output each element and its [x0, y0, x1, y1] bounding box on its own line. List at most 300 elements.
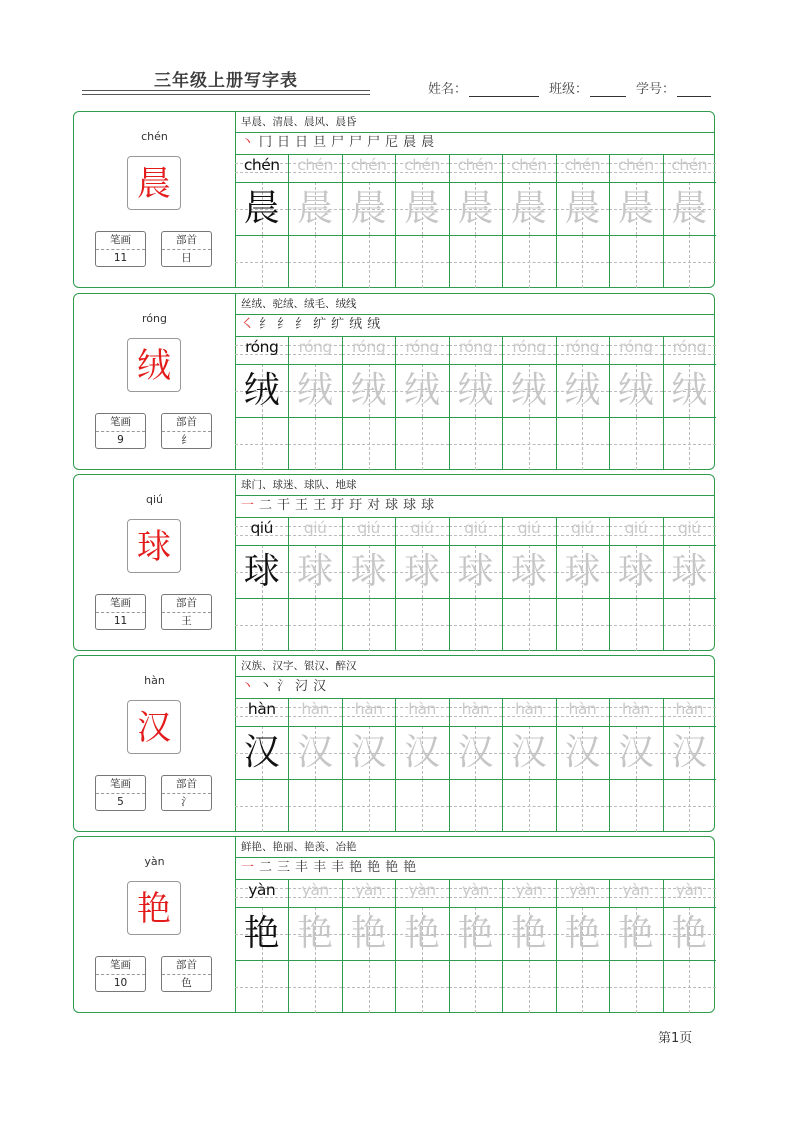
- trace-cell[interactable]: [663, 182, 716, 235]
- character-trace: 球: [617, 551, 654, 592]
- pinyin-model: hàn: [247, 700, 276, 718]
- stroke-order: [235, 132, 714, 155]
- pinyin-cell[interactable]: [395, 154, 448, 182]
- practice-cell[interactable]: [235, 960, 288, 1013]
- practice-cell[interactable]: [288, 235, 341, 288]
- pinyin-cell[interactable]: [556, 879, 609, 907]
- trace-cell[interactable]: [556, 545, 609, 598]
- pinyin-cell[interactable]: [395, 517, 448, 545]
- stroke-step: 丰: [331, 860, 345, 875]
- pinyin-trace: hàn: [408, 700, 436, 718]
- stroke-step: 日: [277, 135, 291, 150]
- trace-cell[interactable]: [288, 907, 341, 960]
- character-trace: 艳: [564, 913, 601, 954]
- stroke-count-label: 笔画: [96, 957, 145, 975]
- radical-label: 部首: [162, 957, 211, 975]
- trace-cell[interactable]: [449, 545, 502, 598]
- stroke-count-box: [95, 956, 146, 992]
- trace-cell[interactable]: [502, 364, 555, 417]
- pinyin-cell[interactable]: [342, 879, 395, 907]
- class-label: 班级：: [549, 82, 589, 97]
- character-trace: 球: [671, 551, 708, 592]
- grid-divider: [235, 779, 716, 780]
- trace-cell[interactable]: [449, 364, 502, 417]
- pinyin-cell[interactable]: [342, 154, 395, 182]
- pinyin-trace: hàn: [354, 700, 383, 718]
- stroke-step: 球: [403, 498, 417, 513]
- trace-cell[interactable]: [502, 545, 555, 598]
- pinyin-trace: róng: [565, 338, 599, 356]
- character-trace: 艳: [617, 913, 654, 954]
- pinyin-cell[interactable]: [609, 336, 662, 364]
- stroke-step: 球: [385, 498, 399, 513]
- character-display: 绒: [127, 338, 181, 392]
- practice-cell[interactable]: [395, 779, 448, 832]
- character-trace: 球: [510, 551, 547, 592]
- example-words: 丝绒、驼绒、绒毛、绒线: [235, 294, 714, 315]
- stroke-count-value: 9: [117, 434, 124, 446]
- practice-panel: [235, 294, 714, 469]
- practice-cell[interactable]: [395, 417, 448, 470]
- character-trace: 汉: [671, 732, 708, 773]
- practice-cell[interactable]: [395, 960, 448, 1013]
- practice-cell[interactable]: [609, 960, 662, 1013]
- grid-divider: [235, 235, 716, 236]
- practice-cell[interactable]: [663, 417, 716, 470]
- character-trace: 晨: [617, 188, 654, 229]
- trace-cell[interactable]: [235, 545, 288, 598]
- pinyin-cell[interactable]: [502, 336, 555, 364]
- pinyin-trace: yàn: [355, 881, 383, 899]
- trace-cell[interactable]: [342, 364, 395, 417]
- practice-cell[interactable]: [502, 417, 555, 470]
- practice-cell[interactable]: [235, 598, 288, 651]
- pinyin-cell[interactable]: [502, 154, 555, 182]
- practice-cell[interactable]: [288, 779, 341, 832]
- character-trace: 艳: [350, 913, 387, 954]
- name-field[interactable]: [428, 78, 539, 97]
- stroke-step: 一: [241, 498, 255, 513]
- example-words: 汉族、汉字、银汉、醉汉: [235, 656, 714, 677]
- example-words: 早晨、清晨、晨风、晨昏: [235, 112, 714, 133]
- practice-cell[interactable]: [663, 779, 716, 832]
- practice-cell[interactable]: [342, 779, 395, 832]
- character-trace: 晨: [297, 188, 334, 229]
- pinyin-cell[interactable]: [235, 517, 288, 545]
- pinyin-model: róng: [245, 338, 279, 356]
- trace-cell[interactable]: [556, 364, 609, 417]
- pinyin-trace: yàn: [675, 881, 703, 899]
- stroke-step: 尸: [349, 135, 363, 150]
- stroke-step: 晨: [403, 135, 417, 150]
- practice-cell[interactable]: [449, 235, 502, 288]
- character-display: 艳: [127, 881, 181, 935]
- example-words: 球门、球迷、球队、地球: [235, 475, 714, 496]
- pinyin-trace: yàn: [301, 881, 329, 899]
- stroke-step: 一: [241, 860, 255, 875]
- trace-cell[interactable]: [288, 182, 341, 235]
- practice-cell[interactable]: [609, 417, 662, 470]
- trace-cell[interactable]: [235, 182, 288, 235]
- pinyin-trace: chén: [564, 156, 601, 174]
- pinyin-trace: hàn: [515, 700, 543, 718]
- name-label: 姓名：: [428, 82, 468, 97]
- grid-divider: [235, 960, 716, 961]
- character-trace: 汉: [457, 732, 494, 773]
- character-info-panel: [74, 294, 236, 469]
- trace-cell[interactable]: [663, 907, 716, 960]
- character-model: 艳: [243, 913, 280, 954]
- grid-divider: [235, 598, 716, 599]
- character-trace: 绒: [564, 370, 601, 411]
- practice-cell[interactable]: [556, 598, 609, 651]
- writing-grid: [235, 698, 716, 831]
- pinyin-trace: róng: [512, 338, 546, 356]
- stroke-count-label: 笔画: [96, 232, 145, 250]
- practice-panel: [235, 656, 714, 831]
- stroke-order: [235, 857, 714, 880]
- character-trace: 球: [350, 551, 387, 592]
- practice-cell[interactable]: [449, 417, 502, 470]
- pinyin-cell[interactable]: [502, 698, 555, 726]
- stroke-count-label: 笔画: [96, 595, 145, 613]
- character-trace: 球: [457, 551, 494, 592]
- practice-cell[interactable]: [235, 235, 288, 288]
- example-words: 鲜艳、艳丽、艳羡、冶艳: [235, 837, 714, 858]
- pinyin-cell[interactable]: [342, 517, 395, 545]
- trace-cell[interactable]: [502, 182, 555, 235]
- pinyin-cell[interactable]: [449, 336, 502, 364]
- pinyin-cell[interactable]: [556, 336, 609, 364]
- practice-cell[interactable]: [342, 417, 395, 470]
- practice-cell[interactable]: [395, 598, 448, 651]
- radical-value: 氵: [181, 796, 192, 808]
- stroke-step: 丶: [241, 135, 255, 150]
- trace-cell[interactable]: [288, 364, 341, 417]
- practice-cell[interactable]: [663, 235, 716, 288]
- practice-cell[interactable]: [288, 960, 341, 1013]
- stroke-step: 旦: [313, 135, 327, 150]
- practice-cell[interactable]: [449, 598, 502, 651]
- stroke-step: 氵: [277, 679, 291, 694]
- trace-cell[interactable]: [609, 907, 662, 960]
- character-trace: 艳: [457, 913, 494, 954]
- radical-value: 王: [181, 615, 192, 627]
- title-underline-double: [82, 94, 370, 95]
- pinyin-cell[interactable]: [663, 879, 716, 907]
- character-trace: 球: [564, 551, 601, 592]
- practice-cell[interactable]: [556, 960, 609, 1013]
- stroke-step: 尼: [385, 135, 399, 150]
- pinyin-cell[interactable]: [288, 517, 341, 545]
- pinyin-cell[interactable]: [235, 336, 288, 364]
- trace-cell[interactable]: [556, 182, 609, 235]
- practice-cell[interactable]: [609, 235, 662, 288]
- pinyin-cell[interactable]: [235, 154, 288, 182]
- pinyin-trace: qiú: [410, 519, 434, 537]
- stroke-step: 日: [295, 135, 309, 150]
- trace-cell[interactable]: [395, 907, 448, 960]
- pinyin-cell[interactable]: [395, 336, 448, 364]
- stroke-order: [235, 676, 714, 699]
- trace-cell[interactable]: [502, 726, 555, 779]
- practice-cell[interactable]: [288, 598, 341, 651]
- stroke-order: [235, 314, 714, 337]
- pinyin-trace: chén: [511, 156, 547, 174]
- trace-cell[interactable]: [288, 726, 341, 779]
- character-trace: 绒: [297, 370, 334, 411]
- pinyin-cell[interactable]: [449, 698, 502, 726]
- practice-cell[interactable]: [342, 960, 395, 1013]
- writing-grid: [235, 879, 716, 1012]
- practice-cell[interactable]: [502, 960, 555, 1013]
- character-trace: 汉: [404, 732, 441, 773]
- stroke-count-label: 笔画: [96, 776, 145, 794]
- pinyin-trace: chén: [457, 156, 494, 174]
- character-trace: 晨: [404, 188, 441, 229]
- class-blank[interactable]: [590, 82, 626, 97]
- trace-cell[interactable]: [609, 182, 662, 235]
- stroke-step: 冂: [259, 135, 273, 150]
- trace-cell[interactable]: [342, 726, 395, 779]
- pinyin-trace: róng: [405, 338, 439, 356]
- trace-cell[interactable]: [342, 545, 395, 598]
- character-model: 汉: [243, 732, 280, 773]
- character-pinyin: róng: [142, 312, 167, 325]
- stroke-step: 艳: [367, 860, 381, 875]
- pinyin-cell[interactable]: [556, 154, 609, 182]
- pinyin-cell[interactable]: [663, 154, 716, 182]
- stroke-step: 绒: [349, 317, 363, 332]
- character-card: [73, 111, 715, 288]
- practice-cell[interactable]: [609, 779, 662, 832]
- stroke-step: 艳: [349, 860, 363, 875]
- practice-cell[interactable]: [502, 598, 555, 651]
- character-trace: 汉: [510, 732, 547, 773]
- page-header: [0, 0, 787, 110]
- trace-cell[interactable]: [556, 726, 609, 779]
- trace-cell[interactable]: [663, 364, 716, 417]
- trace-cell[interactable]: [449, 182, 502, 235]
- stroke-step: 丶: [241, 679, 255, 694]
- practice-cell[interactable]: [288, 417, 341, 470]
- stroke-step: 纟: [259, 317, 273, 332]
- pinyin-cell[interactable]: [609, 154, 662, 182]
- character-model: 绒: [243, 370, 280, 411]
- character-trace: 绒: [404, 370, 441, 411]
- stroke-step: 绒: [367, 317, 381, 332]
- pinyin-model: yàn: [248, 881, 276, 899]
- radical-box: [161, 413, 212, 449]
- practice-cell[interactable]: [449, 960, 502, 1013]
- character-trace: 艳: [671, 913, 708, 954]
- pinyin-trace: hàn: [568, 700, 597, 718]
- practice-cell[interactable]: [342, 235, 395, 288]
- character-trace: 汉: [350, 732, 387, 773]
- name-blank[interactable]: [469, 82, 539, 97]
- stroke-step: 干: [277, 498, 291, 513]
- stroke-count-box: [95, 231, 146, 267]
- practice-cell[interactable]: [342, 598, 395, 651]
- trace-cell[interactable]: [609, 545, 662, 598]
- stroke-step: 球: [421, 498, 435, 513]
- pinyin-cell[interactable]: [449, 517, 502, 545]
- pinyin-cell[interactable]: [663, 698, 716, 726]
- stroke-count-label: 笔画: [96, 414, 145, 432]
- radical-box: [161, 594, 212, 630]
- pinyin-trace: chén: [617, 156, 654, 174]
- trace-cell[interactable]: [502, 907, 555, 960]
- pinyin-cell[interactable]: [663, 517, 716, 545]
- pinyin-cell[interactable]: [342, 698, 395, 726]
- pinyin-cell[interactable]: [556, 517, 609, 545]
- trace-cell[interactable]: [395, 545, 448, 598]
- stroke-count-box: [95, 594, 146, 630]
- pinyin-cell[interactable]: [235, 879, 288, 907]
- trace-cell[interactable]: [609, 364, 662, 417]
- pinyin-trace: hàn: [461, 700, 490, 718]
- radical-box: [161, 231, 212, 267]
- practice-cell[interactable]: [449, 779, 502, 832]
- trace-cell[interactable]: [556, 907, 609, 960]
- stroke-step: 汈: [295, 679, 309, 694]
- character-trace: 汉: [297, 732, 334, 773]
- pinyin-trace: hàn: [675, 700, 704, 718]
- trace-cell[interactable]: [449, 907, 502, 960]
- character-trace: 绒: [350, 370, 387, 411]
- pinyin-trace: róng: [458, 338, 493, 356]
- trace-cell[interactable]: [395, 726, 448, 779]
- pinyin-trace: yàn: [408, 881, 436, 899]
- character-pinyin: qiú: [145, 493, 163, 506]
- pinyin-trace: chén: [350, 156, 387, 174]
- pinyin-model: qiú: [250, 519, 273, 537]
- trace-cell[interactable]: [235, 726, 288, 779]
- radical-label: 部首: [162, 595, 211, 613]
- stroke-step: 丰: [313, 860, 327, 875]
- pinyin-cell[interactable]: [288, 698, 341, 726]
- stroke-step: 二: [259, 860, 273, 875]
- stroke-step: 玗: [331, 498, 345, 513]
- stroke-step: 王: [313, 498, 327, 513]
- practice-cell[interactable]: [556, 779, 609, 832]
- character-trace: 绒: [617, 370, 654, 411]
- stroke-step: 尸: [367, 135, 381, 150]
- student-id-field[interactable]: [636, 78, 711, 97]
- stroke-step: 丶: [259, 679, 273, 694]
- pinyin-cell[interactable]: [395, 879, 448, 907]
- stroke-step: 二: [259, 498, 273, 513]
- pinyin-cell[interactable]: [609, 517, 662, 545]
- pinyin-cell[interactable]: [609, 879, 662, 907]
- title-underline: [82, 90, 370, 91]
- character-info-panel: [74, 112, 236, 287]
- pinyin-cell[interactable]: [449, 879, 502, 907]
- pinyin-cell[interactable]: [502, 879, 555, 907]
- radical-value: 色: [181, 977, 192, 989]
- character-pinyin: yàn: [144, 855, 165, 868]
- page-number: 第1页: [658, 1031, 693, 1046]
- practice-cell[interactable]: [395, 235, 448, 288]
- pinyin-cell[interactable]: [663, 336, 716, 364]
- practice-cell[interactable]: [235, 417, 288, 470]
- trace-cell[interactable]: [342, 182, 395, 235]
- student-id-blank[interactable]: [677, 82, 711, 97]
- trace-cell[interactable]: [288, 545, 341, 598]
- pinyin-cell[interactable]: [556, 698, 609, 726]
- pinyin-cell[interactable]: [288, 879, 341, 907]
- pinyin-trace: yàn: [515, 881, 543, 899]
- character-info-panel: [74, 837, 236, 1012]
- pinyin-cell[interactable]: [395, 698, 448, 726]
- stroke-step: 纟: [277, 317, 291, 332]
- trace-cell[interactable]: [663, 726, 716, 779]
- pinyin-cell[interactable]: [609, 698, 662, 726]
- radical-box: [161, 956, 212, 992]
- pinyin-trace: hàn: [301, 700, 329, 718]
- trace-cell[interactable]: [235, 907, 288, 960]
- stroke-order: [235, 495, 714, 518]
- trace-cell[interactable]: [342, 907, 395, 960]
- pinyin-trace: yàn: [622, 881, 650, 899]
- pinyin-cell[interactable]: [449, 154, 502, 182]
- character-trace: 晨: [671, 188, 708, 229]
- character-trace: 绒: [457, 370, 494, 411]
- trace-cell[interactable]: [395, 364, 448, 417]
- trace-cell[interactable]: [395, 182, 448, 235]
- practice-cell[interactable]: [663, 960, 716, 1013]
- pinyin-cell[interactable]: [235, 698, 288, 726]
- stroke-step: 汉: [313, 679, 327, 694]
- practice-cell[interactable]: [556, 417, 609, 470]
- pinyin-cell[interactable]: [342, 336, 395, 364]
- character-trace: 球: [297, 551, 334, 592]
- pinyin-model: chén: [243, 156, 280, 174]
- character-card: [73, 655, 715, 832]
- practice-cell[interactable]: [502, 235, 555, 288]
- writing-grid: [235, 154, 716, 287]
- stroke-step: 纩: [331, 317, 345, 332]
- practice-cell[interactable]: [502, 779, 555, 832]
- character-card: [73, 293, 715, 470]
- practice-cell[interactable]: [235, 779, 288, 832]
- pinyin-trace: qiú: [517, 519, 541, 537]
- practice-cell[interactable]: [556, 235, 609, 288]
- trace-cell[interactable]: [609, 726, 662, 779]
- character-trace: 汉: [564, 732, 601, 773]
- stroke-step: 王: [295, 498, 309, 513]
- pinyin-trace: róng: [352, 338, 386, 356]
- stroke-step: 尸: [331, 135, 345, 150]
- class-field[interactable]: [549, 78, 626, 97]
- pinyin-cell[interactable]: [502, 517, 555, 545]
- character-trace: 艳: [404, 913, 441, 954]
- pinyin-trace: chén: [671, 156, 708, 174]
- trace-cell[interactable]: [449, 726, 502, 779]
- pinyin-cell[interactable]: [288, 336, 341, 364]
- trace-cell[interactable]: [235, 364, 288, 417]
- trace-cell[interactable]: [663, 545, 716, 598]
- pinyin-trace: qiú: [303, 519, 327, 537]
- practice-cell[interactable]: [609, 598, 662, 651]
- page-title: 三年级上册写字表: [154, 71, 298, 91]
- practice-cell[interactable]: [663, 598, 716, 651]
- character-trace: 晨: [350, 188, 387, 229]
- character-trace: 绒: [671, 370, 708, 411]
- pinyin-cell[interactable]: [288, 154, 341, 182]
- stroke-step: 三: [277, 860, 291, 875]
- radical-value: 纟: [181, 434, 192, 446]
